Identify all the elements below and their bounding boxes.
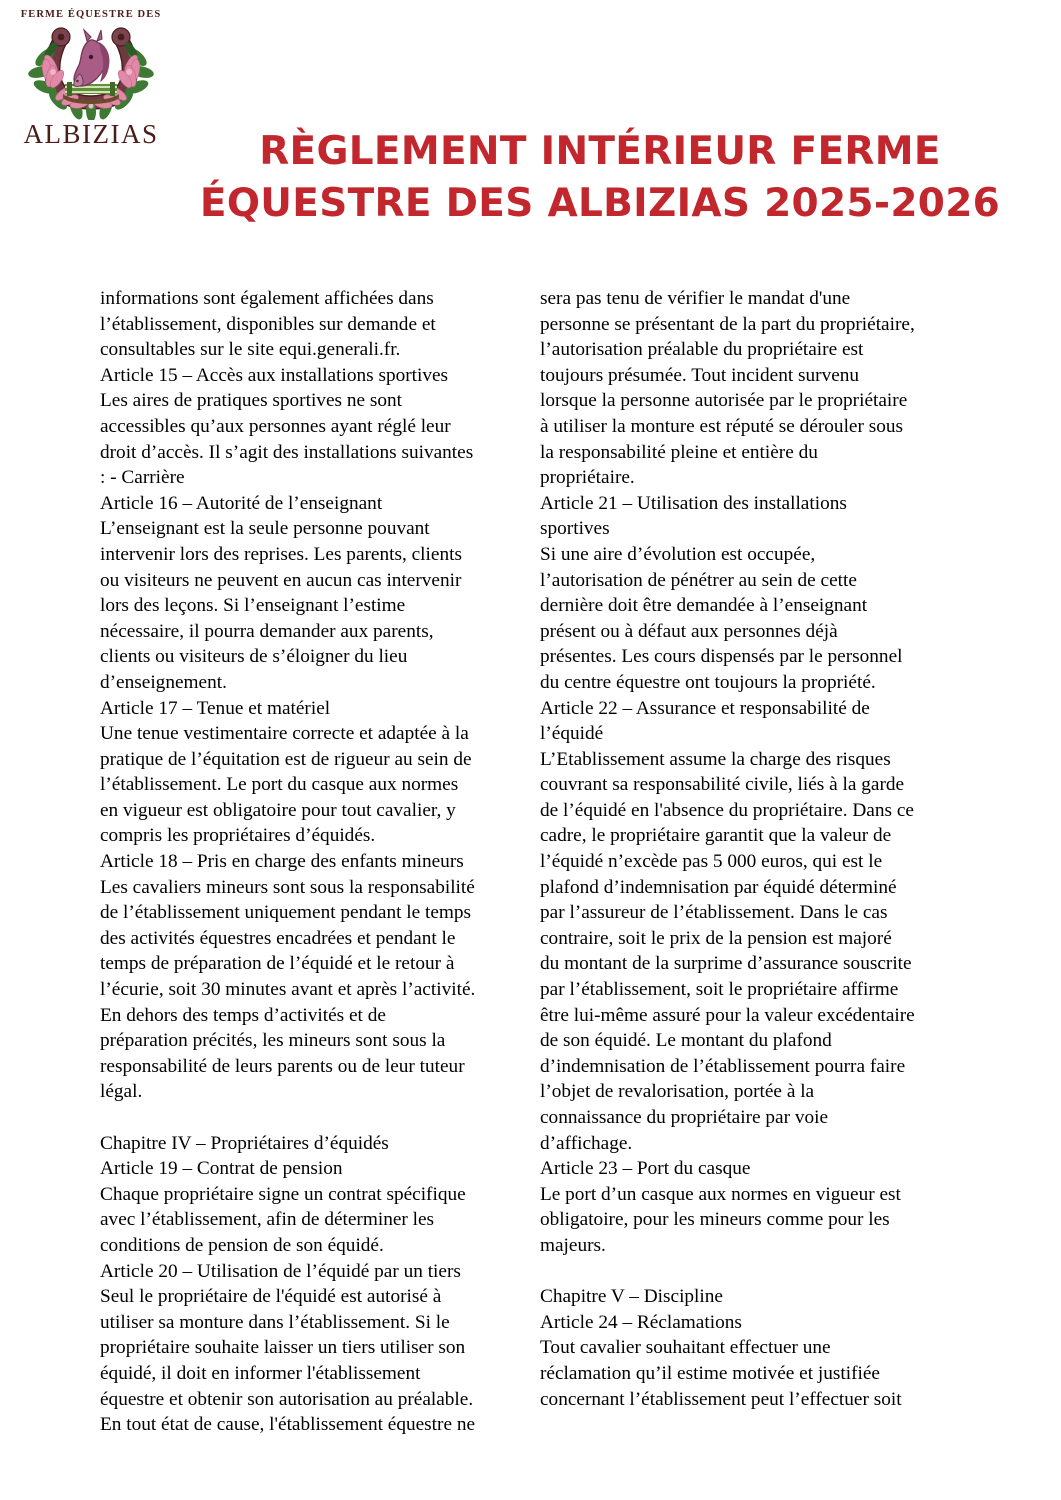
text-line: réclamation qu’il estime motivée et justifiée [540, 1362, 880, 1384]
text-line: Article 19 – Contrat de pension [100, 1158, 343, 1180]
text-line: l’objet de revalorisation, portée à la [540, 1081, 815, 1103]
text-line: contraire, soit le prix de la pension est majoré [540, 927, 892, 949]
page-header [0, 0, 1061, 240]
text-line: Article 21 – Utilisation des installations [540, 492, 847, 514]
text-line: Les aires de pratiques sportives ne sont [100, 390, 402, 412]
text-line: d’affichage. [540, 1132, 633, 1154]
text-line: Tout cavalier souhaitant effectuer une [540, 1337, 831, 1359]
text-line: Article 23 – Port du casque [540, 1158, 751, 1180]
text-line: Article 20 – Utilisation de l’équidé par un tiers [100, 1260, 461, 1282]
page-title-line-1: RÈGLEMENT INTÉRIEUR FERME [259, 129, 941, 175]
text-line: présentes. Les cours dispensés par le personnel [540, 646, 903, 668]
text-line: des activités équestres encadrées et pendant le [100, 927, 456, 949]
text-line: cadre, le propriétaire garantit que la valeur de [540, 825, 892, 847]
text-line: par l’assureur de l’établissement. Dans le cas [540, 902, 888, 924]
text-line: intervenir lors des reprises. Les parents, clients [100, 543, 462, 565]
text-line: majeurs. [540, 1234, 606, 1256]
text-line: Article 16 – Autorité de l’enseignant [100, 492, 383, 514]
text-line: informations sont également affichées dans [100, 288, 434, 309]
text-line: L’enseignant est la seule personne pouvant [100, 518, 430, 540]
text-line: équestre et obtenir son autorisation au préalable. [100, 1388, 474, 1410]
text-line: du centre équestre ont toujours la propriété. [540, 671, 876, 693]
text-line: clients ou visiteurs de s’éloigner du lieu [100, 646, 408, 668]
text-line: d’indemnisation de l’établissement pourra faire [540, 1055, 906, 1077]
text-line: légal. [100, 1081, 143, 1103]
text-line: équidé, il doit en informer l'établissement [100, 1362, 421, 1384]
text-line: lorsque la personne autorisée par le propriétaire [540, 390, 908, 412]
text-line: consultables sur le site equi.generali.fr. [100, 339, 401, 361]
text-line: préparation précités, les mineurs sont sous la [100, 1030, 446, 1052]
text-line: présent ou à défaut aux personnes déjà [540, 620, 838, 642]
text-line: propriétaire souhaite laisser un tiers utiliser son [100, 1337, 466, 1359]
text-column-left [100, 286, 520, 1438]
text-line: Le port d’un casque aux normes en vigueur est [540, 1183, 901, 1205]
text-line: propriétaire. [540, 467, 635, 489]
text-line: l’équidé [540, 723, 604, 745]
text-line: toujours présumée. Tout incident survenu [540, 364, 860, 386]
text-line: Une tenue vestimentaire correcte et adaptée à la [100, 723, 469, 745]
text-line: ou visiteurs ne peuvent en aucun cas intervenir [100, 569, 462, 591]
text-line: Chaque propriétaire signe un contrat spécifique [100, 1183, 466, 1205]
text-line: obligatoire, pour les mineurs comme pour les [540, 1209, 890, 1231]
horseshoe-emblem-icon [21, 24, 161, 120]
text-line: sportives [540, 518, 610, 540]
text-line: Les cavaliers mineurs sont sous la responsabilité [100, 876, 475, 898]
text-line: sera pas tenu de vérifier le mandat d'une [540, 288, 851, 309]
text-line: l’écurie, soit 30 minutes avant et après l’activité. [100, 979, 476, 1001]
text-column-right [540, 286, 960, 1412]
text-line: droit d’accès. Il s’agit des installations suivantes [100, 441, 474, 463]
text-line: pratique de l’équitation est de rigueur au sein de [100, 748, 472, 770]
text-line: conditions de pension de son équidé. [100, 1234, 384, 1256]
text-line: en vigueur est obligatoire pour tout cavalier, y [100, 799, 456, 821]
text-line: Si une aire d’évolution est occupée, [540, 543, 816, 565]
text-line: de l’équidé en l'absence du propriétaire. Dans ce [540, 799, 914, 821]
page-title [160, 126, 1040, 229]
logo-ferme-equestre-des-albizias [16, 10, 166, 165]
text-line: du montant de la surprime d’assurance souscrite [540, 953, 912, 975]
text-line: L’Etablissement assume la charge des risques [540, 748, 891, 770]
text-line: : - Carrière [100, 467, 185, 489]
text-line: avec l’établissement, afin de déterminer les [100, 1209, 435, 1231]
text-line: de l’établissement uniquement pendant le temps [100, 902, 472, 924]
text-line: l’autorisation préalable du propriétaire est [540, 339, 864, 361]
text-line: l’autorisation de pénétrer au sein de cette [540, 569, 857, 591]
page-title-line-2: ÉQUESTRE DES ALBIZIAS 2025-2026 [199, 180, 1001, 226]
text-line: temps de préparation de l’équidé et le retour à [100, 953, 455, 975]
text-line: Article 15 – Accès aux installations sportives [100, 364, 449, 386]
text-line: l’équidé n’excède pas 5 000 euros, qui est le [540, 851, 883, 873]
text-line: En tout état de cause, l'établissement équestre ne [100, 1414, 476, 1436]
text-line: Article 17 – Tenue et matériel [100, 697, 331, 719]
text-line: Chapitre V – Discipline [540, 1286, 723, 1308]
text-line: Article 18 – Pris en charge des enfants mineurs [100, 851, 464, 873]
text-line: nécessaire, il pourra demander aux parents, [100, 620, 434, 642]
text-line: la responsabilité pleine et entière du [540, 441, 818, 463]
text-line: d’enseignement. [100, 671, 227, 693]
text-line: Chapitre IV – Propriétaires d’équidés [100, 1132, 389, 1154]
text-line: dernière doit être demandée à l’enseignant [540, 595, 868, 617]
text-line: connaissance du propriétaire par voie [540, 1107, 829, 1128]
text-line: de son équidé. Le montant du plafond [540, 1030, 832, 1052]
text-line: couvrant sa responsabilité civile, liés à la garde [540, 774, 905, 796]
text-line: à utiliser la monture est réputé se dérouler sous [540, 415, 904, 437]
logo-top-label: FERME ÉQUESTRE DES [20, 9, 162, 20]
text-line: par l’établissement, soit le propriétaire affirme [540, 979, 899, 1001]
text-line: accessibles qu’aux personnes ayant réglé leur [100, 415, 451, 437]
text-line: concernant l’établissement peut l’effectuer soit [540, 1388, 902, 1410]
text-line: En dehors des temps d’activités et de [100, 1004, 386, 1026]
text-line: lors des leçons. Si l’enseignant l’estime [100, 595, 406, 617]
text-line: l’établissement. Le port du casque aux normes [100, 774, 459, 796]
text-line: personne se présentant de la part du propriétaire, [540, 313, 915, 335]
text-line: être lui-même assuré pour la valeur excédentaire [540, 1004, 915, 1026]
text-line: l’établissement, disponibles sur demande et [100, 313, 436, 335]
text-line: plafond d’indemnisation par équidé déterminé [540, 876, 897, 898]
text-line: Article 24 – Réclamations [540, 1311, 742, 1333]
logo-bottom-label: ALBIZIAS [23, 118, 159, 149]
document-body [0, 286, 1061, 1436]
text-line: utiliser sa monture dans l’établissement. Si le [100, 1311, 450, 1333]
text-line: Seul le propriétaire de l'équidé est autorisé à [100, 1286, 442, 1308]
text-line: responsabilité de leurs parents ou de leur tuteur [100, 1055, 465, 1077]
text-line: Article 22 – Assurance et responsabilité de [540, 697, 870, 719]
text-line: compris les propriétaires d’équidés. [100, 825, 376, 847]
